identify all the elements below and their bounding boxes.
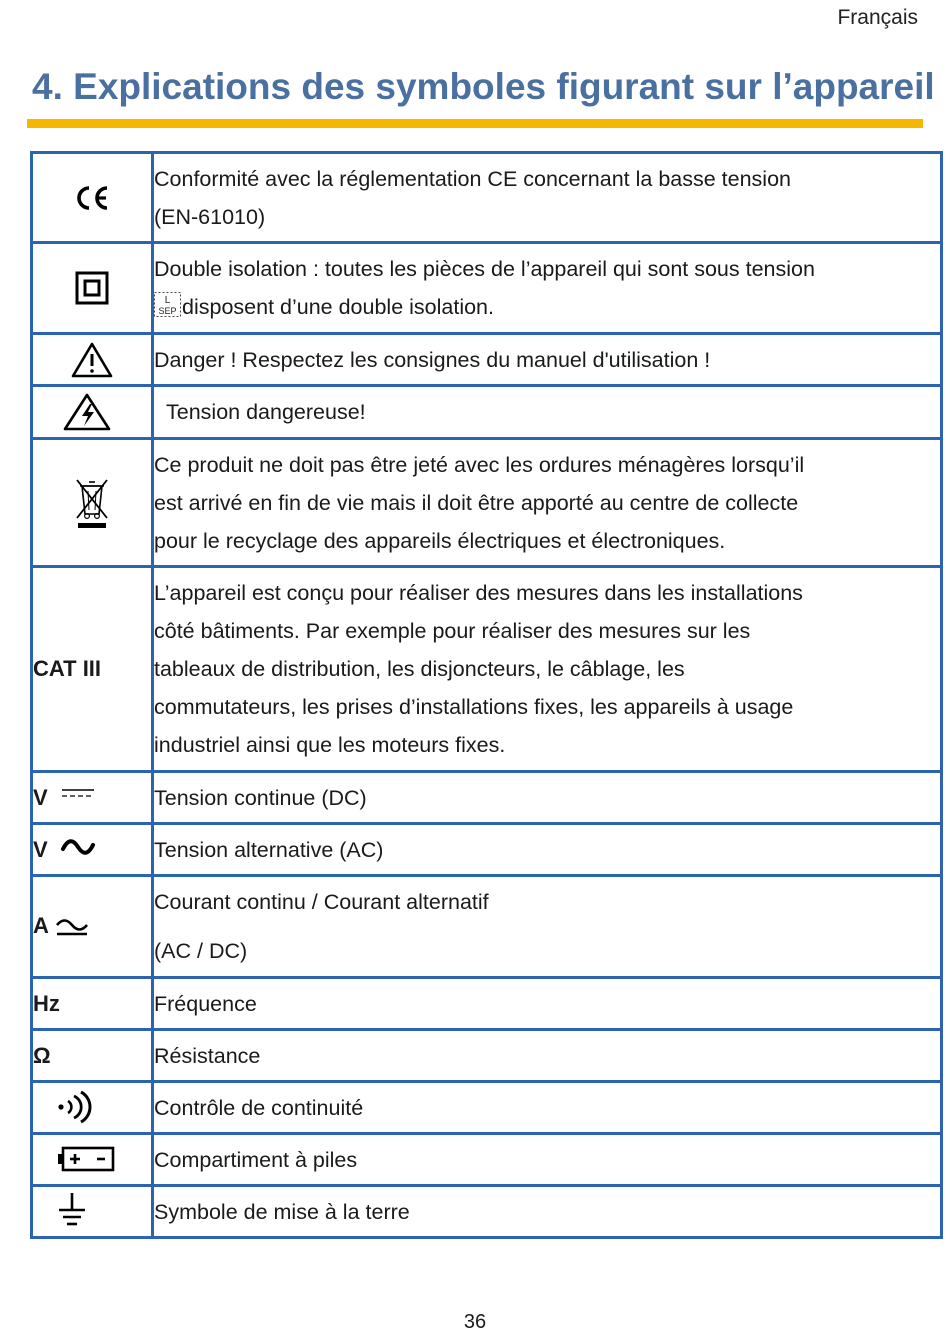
description-cell [153,876,942,978]
description-line: (EN-61010) [154,204,266,229]
description-cell [153,1030,942,1082]
symbol-cell [32,876,153,978]
table-row [32,439,942,567]
description-line: Ce produit ne doit pas être jeté avec les ordures ménagères lorsqu’il [154,452,805,477]
description-line: Double isolation : toutes les pièces de l’appareil qui sont sous tension [154,257,815,281]
ce-mark-icon [72,184,112,212]
description-line: Résistance [154,1043,261,1068]
double-insulation-icon [75,271,109,305]
symbol-cell [32,1082,153,1134]
language-label: Français [837,6,918,29]
ground-icon [57,1191,87,1233]
symbol-cell [32,824,153,876]
volt-label: V [33,836,48,862]
symbol-cell [32,567,153,772]
description-line: Fréquence [154,991,257,1016]
continuity-icon [55,1090,99,1126]
description-line: est arrivé en fin de vie mais il doit être apporté au centre de collecte [154,490,799,515]
symbol-cell [32,772,153,824]
ac-voltage-icon [60,837,96,861]
description-line: Tension continue (DC) [154,785,367,810]
high-voltage-icon [63,393,111,431]
warning-triangle-icon [71,342,113,378]
description-line: côté bâtiments. Par exemple pour réaliser des mesures sur les [154,619,751,643]
battery-icon [57,1145,117,1175]
description-cell [153,334,942,386]
page-title: 4. Explications des symboles figurant sur l’appareil [32,66,935,107]
symbol-cell [32,439,153,567]
description-line: commutateurs, les prises d’installations fixes, les appareils à usage [154,695,794,719]
table-row [32,243,942,334]
description-line: industriel ainsi que les moteurs fixes. [154,733,506,757]
description-cell [153,386,942,439]
table-row [32,978,942,1030]
ohm-label: Ω [33,1042,51,1068]
page-number: 36 [463,1311,487,1333]
description-cell [153,824,942,876]
description-line: Tension dangereuse! [166,400,366,424]
description-line: (AC / DC) [154,939,248,963]
table-row [32,153,942,243]
description-line: L’appareil est conçu pour réaliser des mesures dans les installations [154,581,803,605]
symbol-cell [32,243,153,334]
description-cell [153,772,942,824]
description-line: tableaux de distribution, les disjoncteurs, le câblage, les [154,657,685,681]
ac-dc-current-icon [55,916,89,940]
description-line: Tension alternative (AC) [154,837,384,862]
symbols-table [30,151,943,1239]
table-row [32,1186,942,1238]
sep-glyph-top: L [164,295,171,306]
symbol-cell [32,1186,153,1238]
symbol-cell [32,1134,153,1186]
table-row [32,386,942,439]
table-row [32,334,942,386]
crossed-bin-icon [72,476,112,530]
title-underline [27,119,923,128]
description-cell [153,243,942,334]
volt-label: V [33,784,48,810]
symbol-cell [32,386,153,439]
table-row [32,824,942,876]
table-row [32,1082,942,1134]
description-line: disposent d’une double isolation. [182,295,494,319]
description-line: Courant continu / Courant alternatif [154,890,489,914]
description-cell [153,439,942,567]
table-row [32,772,942,824]
symbol-cell [32,334,153,386]
table-row [32,567,942,772]
cat-iii-label: CAT III [33,656,102,681]
description-cell [153,567,942,772]
table-row [32,876,942,978]
sep-glyph-bottom: SEP [158,306,177,316]
description-cell [153,1186,942,1238]
description-cell [153,1134,942,1186]
description-cell [153,978,942,1030]
symbol-cell [32,978,153,1030]
description-line: Symbole de mise à la terre [154,1199,410,1224]
dc-voltage-icon [60,785,96,807]
hertz-label: Hz [33,990,60,1016]
description-line: pour le recyclage des appareils électriques et électroniques. [154,528,726,553]
description-cell [153,1082,942,1134]
sep-placeholder-icon [154,292,181,317]
symbol-cell [32,1030,153,1082]
description-cell [153,153,942,243]
description-line: Conformité avec la réglementation CE concernant la basse tension [154,166,791,191]
table-row [32,1030,942,1082]
description-line: Compartiment à piles [154,1147,358,1172]
table-row [32,1134,942,1186]
ampere-label: A [33,912,49,938]
description-line: Contrôle de continuité [154,1095,364,1120]
description-line: Danger ! Respectez les consignes du manuel d'utilisation ! [154,347,711,372]
symbol-cell [32,153,153,243]
